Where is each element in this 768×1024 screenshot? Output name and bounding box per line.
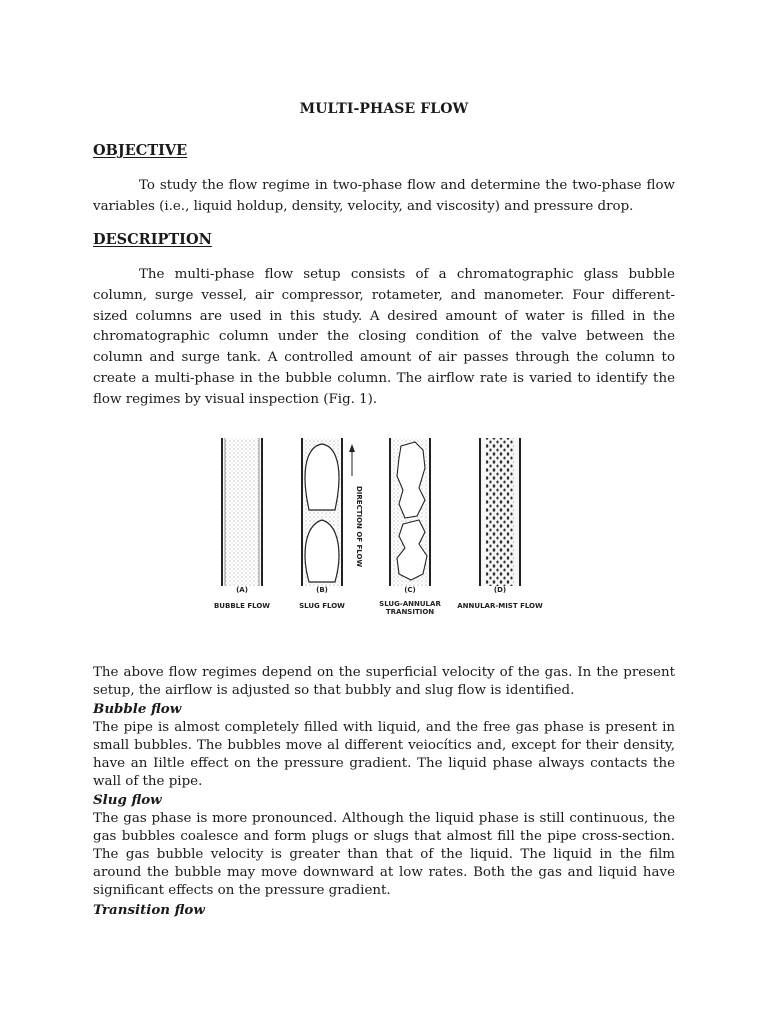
panel-a-caption: BUBBLE FLOW: [213, 602, 271, 610]
panel-c-caption-line2: TRANSITION: [385, 608, 435, 616]
page-title: MULTI-PHASE FLOW: [299, 101, 469, 117]
body-section: [93, 664, 675, 919]
panel-b-caption: SLUG FLOW: [299, 602, 345, 610]
panel-d-letter: (D): [493, 586, 507, 594]
panel-a-letter: (A): [236, 586, 248, 594]
objective-heading: OBJECTIVE: [93, 142, 188, 159]
panel-slug-flow: [299, 438, 345, 610]
panel-b-letter: (B): [316, 586, 328, 594]
description-heading: DESCRIPTION: [93, 231, 212, 248]
panel-c-caption-line1: SLUG-ANNULAR: [379, 600, 441, 608]
flow-regimes-diagram: [205, 428, 585, 618]
flow-regimes-intro: The above flow regimes depend on the superficial velocity of the gas. In the present setup, the airflow is adjusted so that bubbly and slug flow is identified.: [93, 665, 675, 699]
direction-of-flow-arrow: [349, 444, 363, 567]
bubble-flow-heading: Bubble flow: [93, 701, 182, 718]
objective-paragraph: To study the flow regime in two-phase flow and determine the two-phase flow variables (i.e., liquid holdup, density, velocity, and viscosity) and pressure drop.: [93, 178, 675, 214]
transition-flow-heading: Transition flow: [93, 901, 205, 918]
panel-bubble-flow: [214, 438, 270, 610]
panel-d-caption: ANNULAR-MIST FLOW: [457, 602, 543, 610]
description-paragraph: The multi-phase flow setup consists of a chromatographic glass bubble column, surge vessel, air compressor, rotameter, and manometer. Four different-sized columns are used in this study. A desired amount of water is filled in the chromatographic column under the closing condition of the valve between the column and surge tank. A controlled amount of air passes through the column to create a multi-phase in the bubble column. The airflow rate is varied to identify the flow regimes by visual inspection (Fig. 1).: [93, 267, 675, 407]
direction-label: DIRECTION OF FLOW: [355, 486, 363, 568]
panel-annular-mist-flow: [457, 438, 543, 610]
panel-c-letter: (C): [404, 586, 416, 594]
bubble-flow-text: The pipe is almost completely filled with liquid, and the free gas phase is present in small bubbles. The bubbles move al different veiocítics and, except for their density, have an Iiltle effect on the pressure gradient. The liquid phase always contacts the wall of the pipe.: [93, 719, 675, 790]
flow-regimes-figure: [205, 428, 585, 618]
slug-flow-text: The gas phase is more pronounced. Although the liquid phase is still continuous, the gas bubbles coalesce and form plugs or slugs that almost fill the pipe cross-section. The gas bubble velocity is greater than that of the liquid. The liquid in the film around the bubble may move downward at low rates. Both the gas and liquid have significant effects on the pressure gradient.: [93, 810, 675, 899]
slug-flow-heading: Slug flow: [93, 792, 162, 809]
panel-slug-annular-transition: [379, 438, 441, 616]
